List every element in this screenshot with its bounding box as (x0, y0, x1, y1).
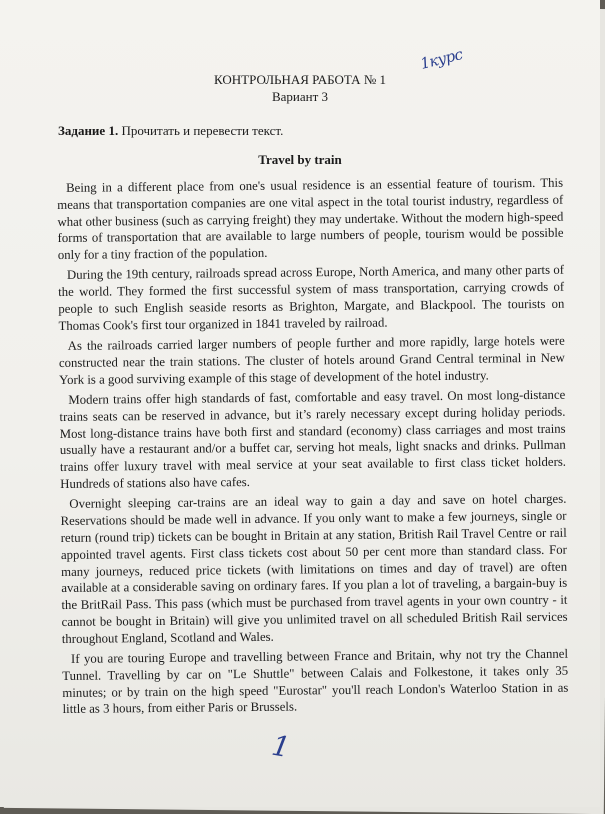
task-label: Задание 1. (58, 123, 119, 138)
paragraph: If you are touring Europe and travelling between France and Britain, why not try the Channel Tunnel. Travelling by car on "Le Shuttle" between Calais and Folkestone, it takes only 35 minutes; or by train on the high speed "Eurostar" you'll reach London's Waterloo Station in as little as 3 hours, from either Paris or Brussels. (62, 646, 569, 717)
task-instruction (58, 123, 283, 139)
article-body (57, 175, 569, 722)
variant-label: Вариант 3 (271, 89, 329, 104)
paragraph: Being in a different place from one's usual residence is an essential feature of tourism. This means that transportation companies are one vital aspect in the total tourist industry, regardless of what other business (such as carrying freight) they may undertake. Without the modern high-speed forms of transportation that are available to large numbers of people, tourism would be possible only for a tiny fraction of the population. (57, 175, 564, 263)
document-title: КОНТРОЛЬНАЯ РАБОТА № 1 (214, 72, 386, 87)
paragraph: As the railroads carried larger numbers of people further and more rapidly, large hotels were constructed near the train stations. The cluster of hotels around Grand Central terminal in New York is a good surviving example of this stage of development of the hotel industry. (58, 333, 565, 387)
task-text: Прочитать и перевести текст. (121, 123, 284, 138)
paragraph: During the 19th century, railroads spread across Europe, North America, and many other parts of the world. They formed the first successful system of mass transportation, carrying crowds of people to such English seaside resorts as Brighton, Margate, and Blackpool. The tourists on Thomas Cook's first tour organized in 1841 traveled by railroad. (58, 263, 565, 333)
article-title: Travel by train (258, 152, 342, 167)
paragraph: Overnight sleeping car-trains are an ideal way to gain a day and save on hotel charges. Reservations should be made well in advance. If you only want to make a few journeys, single or return (round trip) tickets can be bought in Britain at any station, British Rail Travel Centre or rail appointed travel agents. First class tickets cost about 50 per cent more than standard class. For many journeys, reduced price tickets (with limitations on times and day of travel) are often available at a considerable saving on ordinary fares. If you plan a lot of traveling, a bargain-buy is the BritRail Pass. This pass (which must be purchased from travel agents in your own country - it cannot be bought in Britain) will give you unlimited travel on all scheduled British Rail services throughout England, Scotland and Wales. (60, 492, 568, 646)
handwritten-page-number: 1 (269, 728, 293, 765)
paragraph: Modern trains offer high standards of fast, comfortable and easy travel. On most long-distance trains seats can be reserved in advance, but it’s rarely necessary except during holiday periods. Most long-distance trains have both first and standard (economy) class carriages and most trains usually have a restaurant and/or a buffet car, serving hot meals, light snacks and drinks. Pullman trains offer luxury travel with meal service at your seat available to first class ticket holders. Hundreds of stations also have cafes. (59, 387, 567, 492)
handwritten-course-note: 1курс (418, 45, 465, 73)
